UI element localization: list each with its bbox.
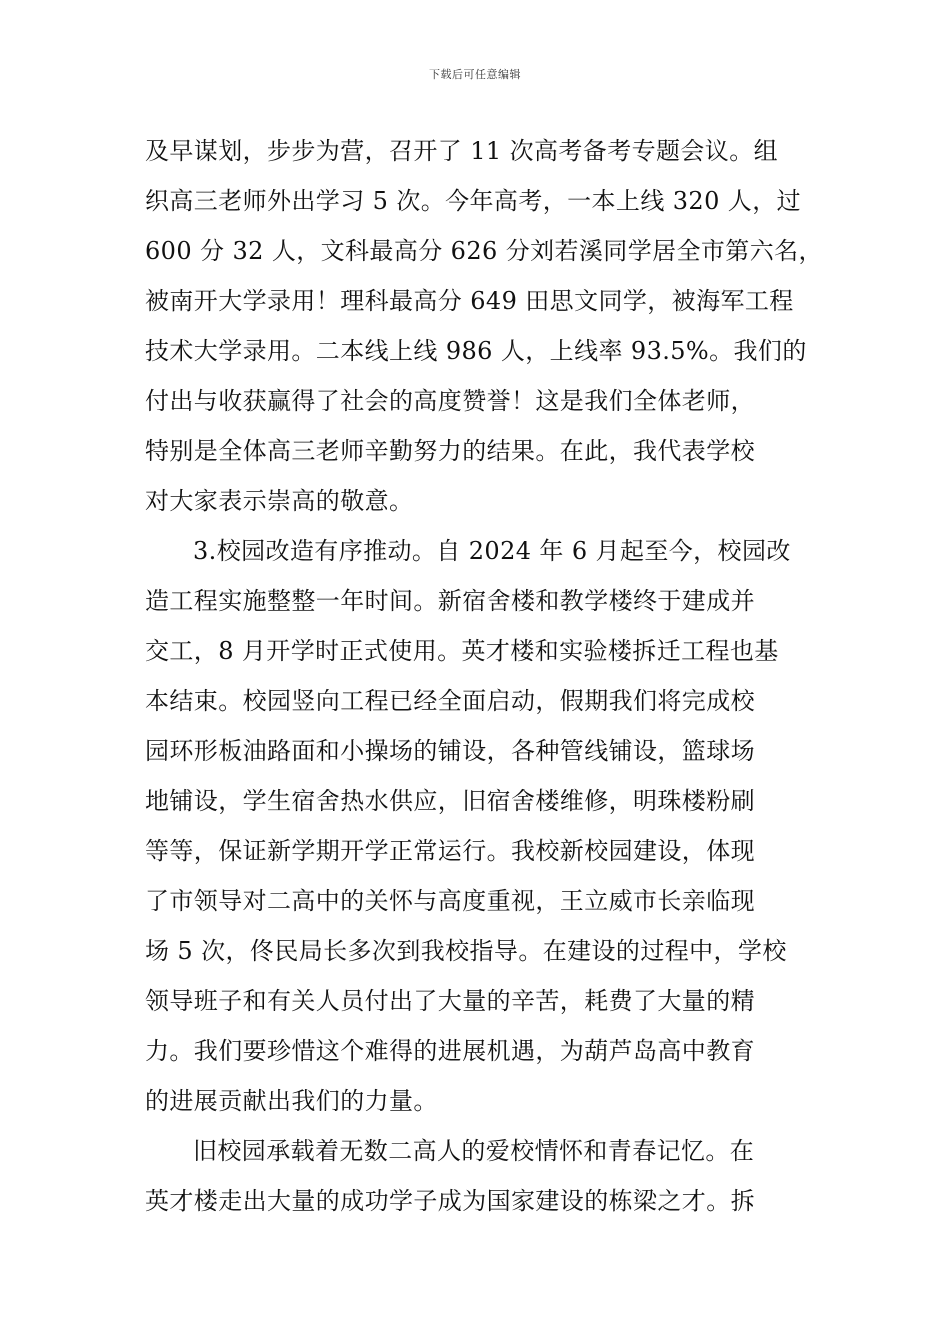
- body-line: 对大家表示崇高的敬意。: [145, 487, 414, 515]
- body-line: 600 分 32 人，文科最高分 626 分刘若溪同学居全市第六名，: [145, 237, 823, 265]
- body-line: 特别是全体高三老师辛勤努力的结果。在此，我代表学校: [145, 437, 755, 465]
- body-line: 领导班子和有关人员付出了大量的辛苦，耗费了大量的精: [145, 987, 755, 1015]
- body-line: 力。我们要珍惜这个难得的进展机遇，为葫芦岛高中教育: [145, 1037, 755, 1065]
- body-line: 被南开大学录用！理科最高分 649 田思文同学，被海军工程: [145, 287, 794, 315]
- body-line: 造工程实施整整一年时间。新宿舍楼和教学楼终于建成并: [145, 587, 755, 615]
- body-line: 的进展贡献出我们的力量。: [145, 1087, 438, 1115]
- body-line: 场 5 次，佟民局长多次到我校指导。在建设的过程中，学校: [145, 937, 787, 965]
- body-line: 织高三老师外出学习 5 次。今年高考，一本上线 320 人，过: [145, 187, 801, 215]
- body-line: 等等，保证新学期开学正常运行。我校新校园建设，体现: [145, 837, 755, 865]
- body-line: 了市领导对二高中的关怀与高度重视，王立威市长亲临现: [145, 887, 755, 915]
- body-line: 地铺设，学生宿舍热水供应，旧宿舍楼维修，明珠楼粉刷: [145, 787, 755, 815]
- page-header: 下载后可任意编辑: [429, 68, 521, 81]
- body-line: 本结束。校园竖向工程已经全面启动，假期我们将完成校: [145, 687, 755, 715]
- paragraph-first-line: 旧校园承载着无数二高人的爱校情怀和青春记忆。在: [193, 1137, 755, 1165]
- body-line: 交工，8 月开学时正式使用。英才楼和实验楼拆迁工程也基: [145, 637, 779, 665]
- body-line: 及早谋划，步步为营，召开了 11 次高考备考专题会议。组: [145, 137, 778, 165]
- body-line: 付出与收获赢得了社会的高度赞誉！这是我们全体老师，: [145, 387, 755, 415]
- paragraph-heading-line: 3.校园改造有序推动。自 2024 年 6 月起至今，校园改: [193, 537, 791, 565]
- body-line: 英才楼走出大量的成功学子成为国家建设的栋梁之才。拆: [145, 1187, 755, 1215]
- body-line: 技术大学录用。二本线上线 986 人，上线率 93.5%。我们的: [145, 337, 807, 365]
- body-line: 园环形板油路面和小操场的铺设，各种管线铺设，篮球场: [145, 737, 755, 765]
